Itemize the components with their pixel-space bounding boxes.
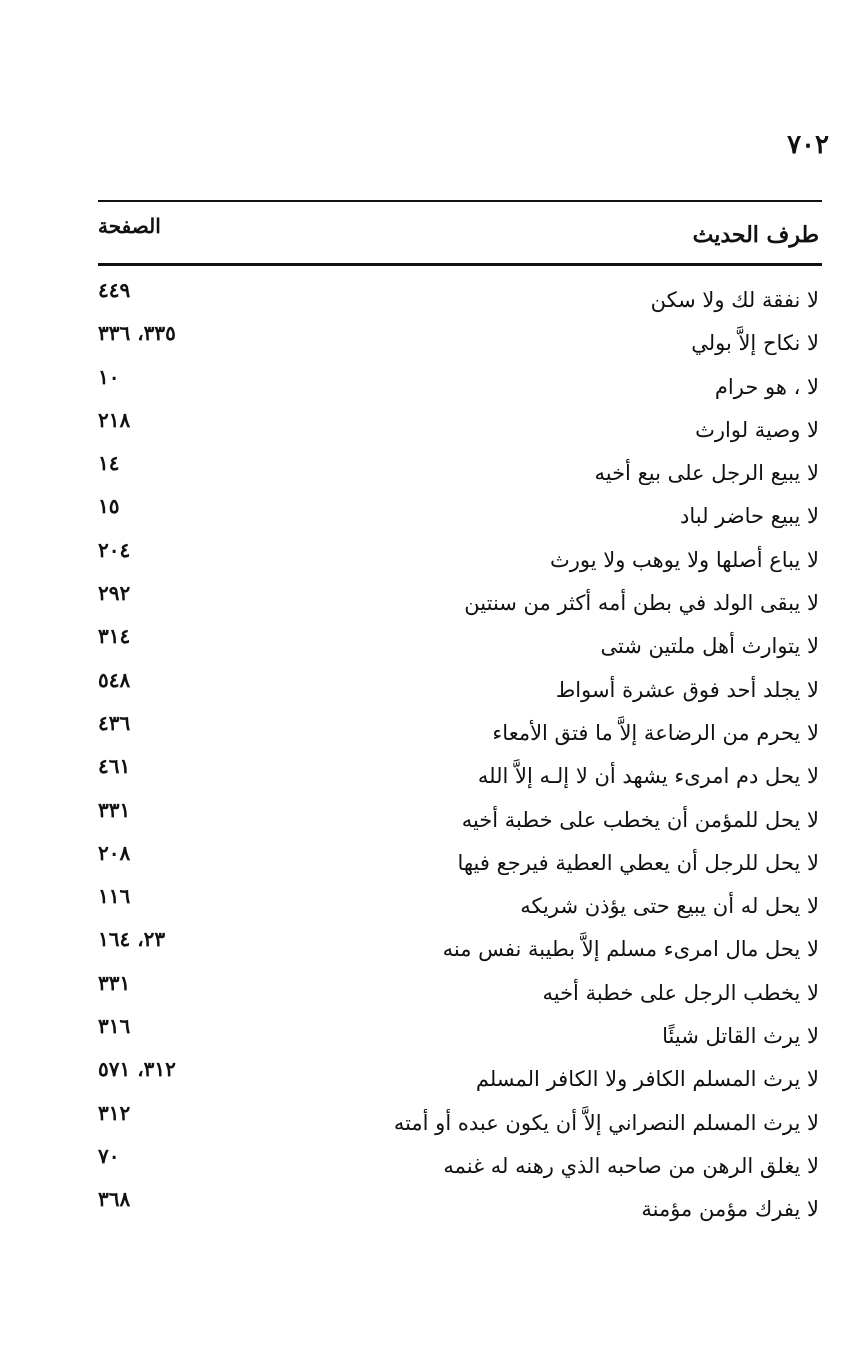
page-reference: ٣٣١	[98, 970, 131, 995]
hadith-text: لا يغلق الرهن من صاحبه الذي رهنه له غنمه	[443, 1153, 819, 1178]
hadith-text: لا يحل للمؤمن أن يخطب على خطبة أخيه	[461, 807, 819, 832]
page-reference: ٤٣٦	[98, 710, 131, 735]
page-reference: ٢٠٨	[98, 840, 131, 865]
index-row	[0, 971, 849, 1014]
hadith-text: لا نفقة لك ولا سكن	[650, 288, 819, 312]
index-row	[0, 451, 849, 494]
index-row	[0, 668, 849, 711]
hadith-text: لا وصية لوارث	[695, 417, 819, 442]
hadith-text: لا يفرك مؤمن مؤمنة	[641, 1197, 819, 1222]
column-header-page: الصفحة	[98, 214, 161, 238]
header-bottom-rule	[98, 263, 822, 266]
hadith-text: لا يرث المسلم الكافر ولا الكافر المسلم	[475, 1067, 819, 1092]
index-row	[0, 1187, 849, 1230]
index-row	[0, 927, 849, 970]
page-reference: ٢٠٤	[98, 537, 131, 562]
hadith-text: لا يحل دم امرىء يشهد أن لا إلـه إلاَّ الله	[477, 764, 819, 789]
page-reference: ٣٦٨	[98, 1187, 131, 1212]
hadith-text: لا ، هو حرام	[714, 374, 819, 399]
page-reference: ٥٤٨	[98, 667, 131, 692]
hadith-text: لا يحل له أن يبيع حتى يؤذن شريكه	[520, 894, 819, 919]
hadith-text: لا يحل للرجل أن يعطي العطية فيرجع فيها	[457, 850, 819, 875]
page-reference: ٢١٨	[98, 407, 131, 432]
page-number: ٧٠٢	[787, 130, 829, 160]
index-row	[0, 1057, 849, 1100]
hadith-text: لا يبيع حاضر لباد	[680, 504, 819, 529]
hadith-text: لا يخطب الرجل على خطبة أخيه	[542, 980, 819, 1005]
page-reference: ٣١٢	[98, 1100, 131, 1125]
index-row	[0, 841, 849, 884]
index-row	[0, 754, 849, 797]
hadith-text: لا يجلد أحد فوق عشرة أسواط	[555, 677, 819, 702]
page-reference: ٢٣، ١٦٤	[98, 927, 166, 952]
hadith-text: لا يبقى الولد في بطن أمه أكثر من سنتين	[464, 591, 819, 616]
index-row	[0, 1014, 849, 1057]
hadith-index-list	[0, 278, 849, 1231]
index-row	[0, 365, 849, 408]
page-reference: ١٠	[98, 364, 120, 389]
page-reference: ٢٩٢	[98, 581, 131, 606]
hadith-text: لا يرث القاتل شيئًا	[662, 1024, 819, 1049]
header-top-rule	[98, 200, 822, 202]
page-reference: ٣٣٥، ٣٣٦	[98, 321, 176, 346]
page-reference: ١٥	[98, 494, 120, 519]
index-row	[0, 798, 849, 841]
index-row	[0, 581, 849, 624]
hadith-text: لا يباع أصلها ولا يوهب ولا يورث	[549, 547, 819, 572]
index-row	[0, 408, 849, 451]
index-row	[0, 278, 849, 321]
column-header-hadith: طرف الحديث	[692, 222, 819, 248]
index-row	[0, 538, 849, 581]
hadith-text: لا نكاح إلاَّ بولي	[691, 331, 819, 356]
hadith-text: لا يبيع الرجل على بيع أخيه	[594, 461, 819, 486]
hadith-text: لا يرث المسلم النصراني إلاَّ أن يكون عبده أو أمته	[393, 1110, 819, 1135]
hadith-text: لا يتوارث أهل ملتين شتى	[600, 634, 819, 659]
index-row	[0, 624, 849, 667]
page-reference: ٣٣١	[98, 797, 131, 822]
page-reference: ٧٠	[98, 1143, 120, 1168]
page-reference: ٣١٦	[98, 1014, 131, 1039]
hadith-text: لا يحرم من الرضاعة إلاَّ ما فتق الأمعاء	[492, 720, 819, 745]
page-reference: ١١٦	[98, 884, 131, 909]
page-reference: ٤٦١	[98, 754, 131, 779]
page-reference: ١٤	[98, 451, 120, 476]
index-row	[0, 1144, 849, 1187]
page-reference: ٣١٤	[98, 624, 131, 649]
index-row	[0, 711, 849, 754]
page-reference: ٣١٢، ٥٧١	[98, 1057, 176, 1082]
page-reference: ٤٤٩	[98, 278, 131, 302]
index-row	[0, 494, 849, 537]
index-row	[0, 321, 849, 364]
hadith-text: لا يحل مال امرىء مسلم إلاَّ بطيبة نفس منه	[442, 937, 819, 962]
index-row	[0, 884, 849, 927]
index-row	[0, 1101, 849, 1144]
